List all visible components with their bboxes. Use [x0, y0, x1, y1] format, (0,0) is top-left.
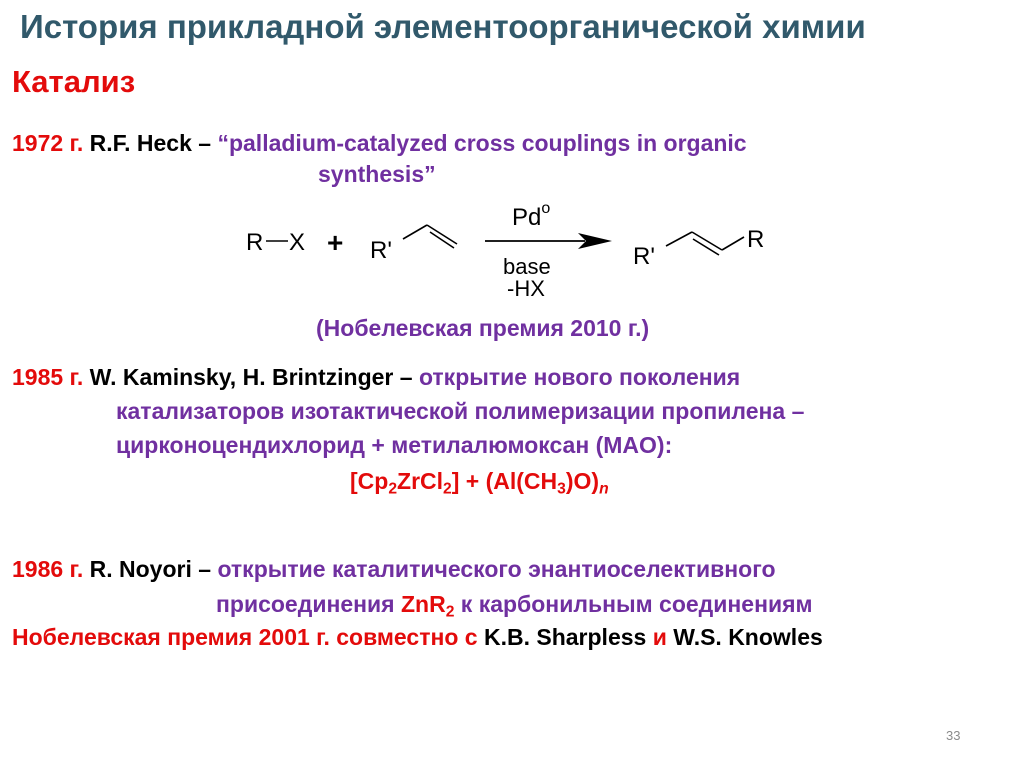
product-r2: R [747, 226, 765, 253]
base-label: base [503, 254, 551, 279]
kaminsky-year: 1985 г. [12, 364, 84, 390]
catalyst-label: Pd$^o$ [512, 200, 551, 231]
heck-line [12, 130, 747, 157]
znr2-formula: ZnR$_2$ [400, 591, 455, 621]
reaction-arrow [485, 233, 612, 249]
kaminsky-authors: W. Kaminsky, H. Brintzinger – [89, 364, 413, 390]
product-r1: R' [633, 243, 655, 270]
person-knowles: W.S. Knowles [673, 624, 823, 650]
product-alkene [666, 232, 744, 255]
reactant2-r: R' [370, 237, 392, 264]
section-heading: Катализ [12, 64, 136, 99]
heck-quote-line1: “palladium-catalyzed cross couplings in organic [217, 130, 747, 156]
heck-nobel: (Нобелевская премия 2010 г.) [316, 315, 650, 341]
heck-quote-line2: synthesis” [318, 161, 436, 187]
kaminsky-line [12, 364, 740, 391]
noyori-author: R. Noyori – [89, 556, 212, 582]
reactant1-x: X [289, 229, 306, 256]
kaminsky-desc3: цирконоцендихлорид + метилалюмоксан (MAO): [116, 432, 673, 458]
catalyst-formula: $[Cp_2ZrCl_2] + (Al(CH_3)O)_n$ [350, 468, 609, 498]
kaminsky-desc2: катализаторов изотактической полимеризации пропилена – [116, 398, 805, 424]
vinyl-group [403, 225, 457, 248]
plus-sign: + [327, 227, 344, 258]
page-number: 33 [946, 728, 961, 743]
heck-reaction-scheme [230, 192, 790, 302]
kaminsky-desc1: открытие нового поколения [418, 364, 741, 390]
noyori-desc1: открытие каталитического энантиоселективного [217, 556, 776, 582]
slide-title: История прикладной элементоорганической химии [20, 8, 866, 45]
person-sharpless: K.B. Sharpless [483, 624, 647, 650]
heck-author: R.F. Heck – [89, 130, 212, 156]
noyori-line [12, 556, 776, 583]
noyori-desc2: присоединения ZnR$_2$ к карбонильным соединениям [216, 591, 813, 621]
noyori-year: 1986 г. [12, 556, 84, 582]
hx-label: -HX [507, 276, 545, 301]
heck-year: 1972 г. [12, 130, 84, 156]
reactant1-r: R [246, 229, 264, 256]
noyori-nobel: Нобелевская премия 2001 г. совместно с K.B. Sharpless и W.S. Knowles [12, 624, 823, 650]
